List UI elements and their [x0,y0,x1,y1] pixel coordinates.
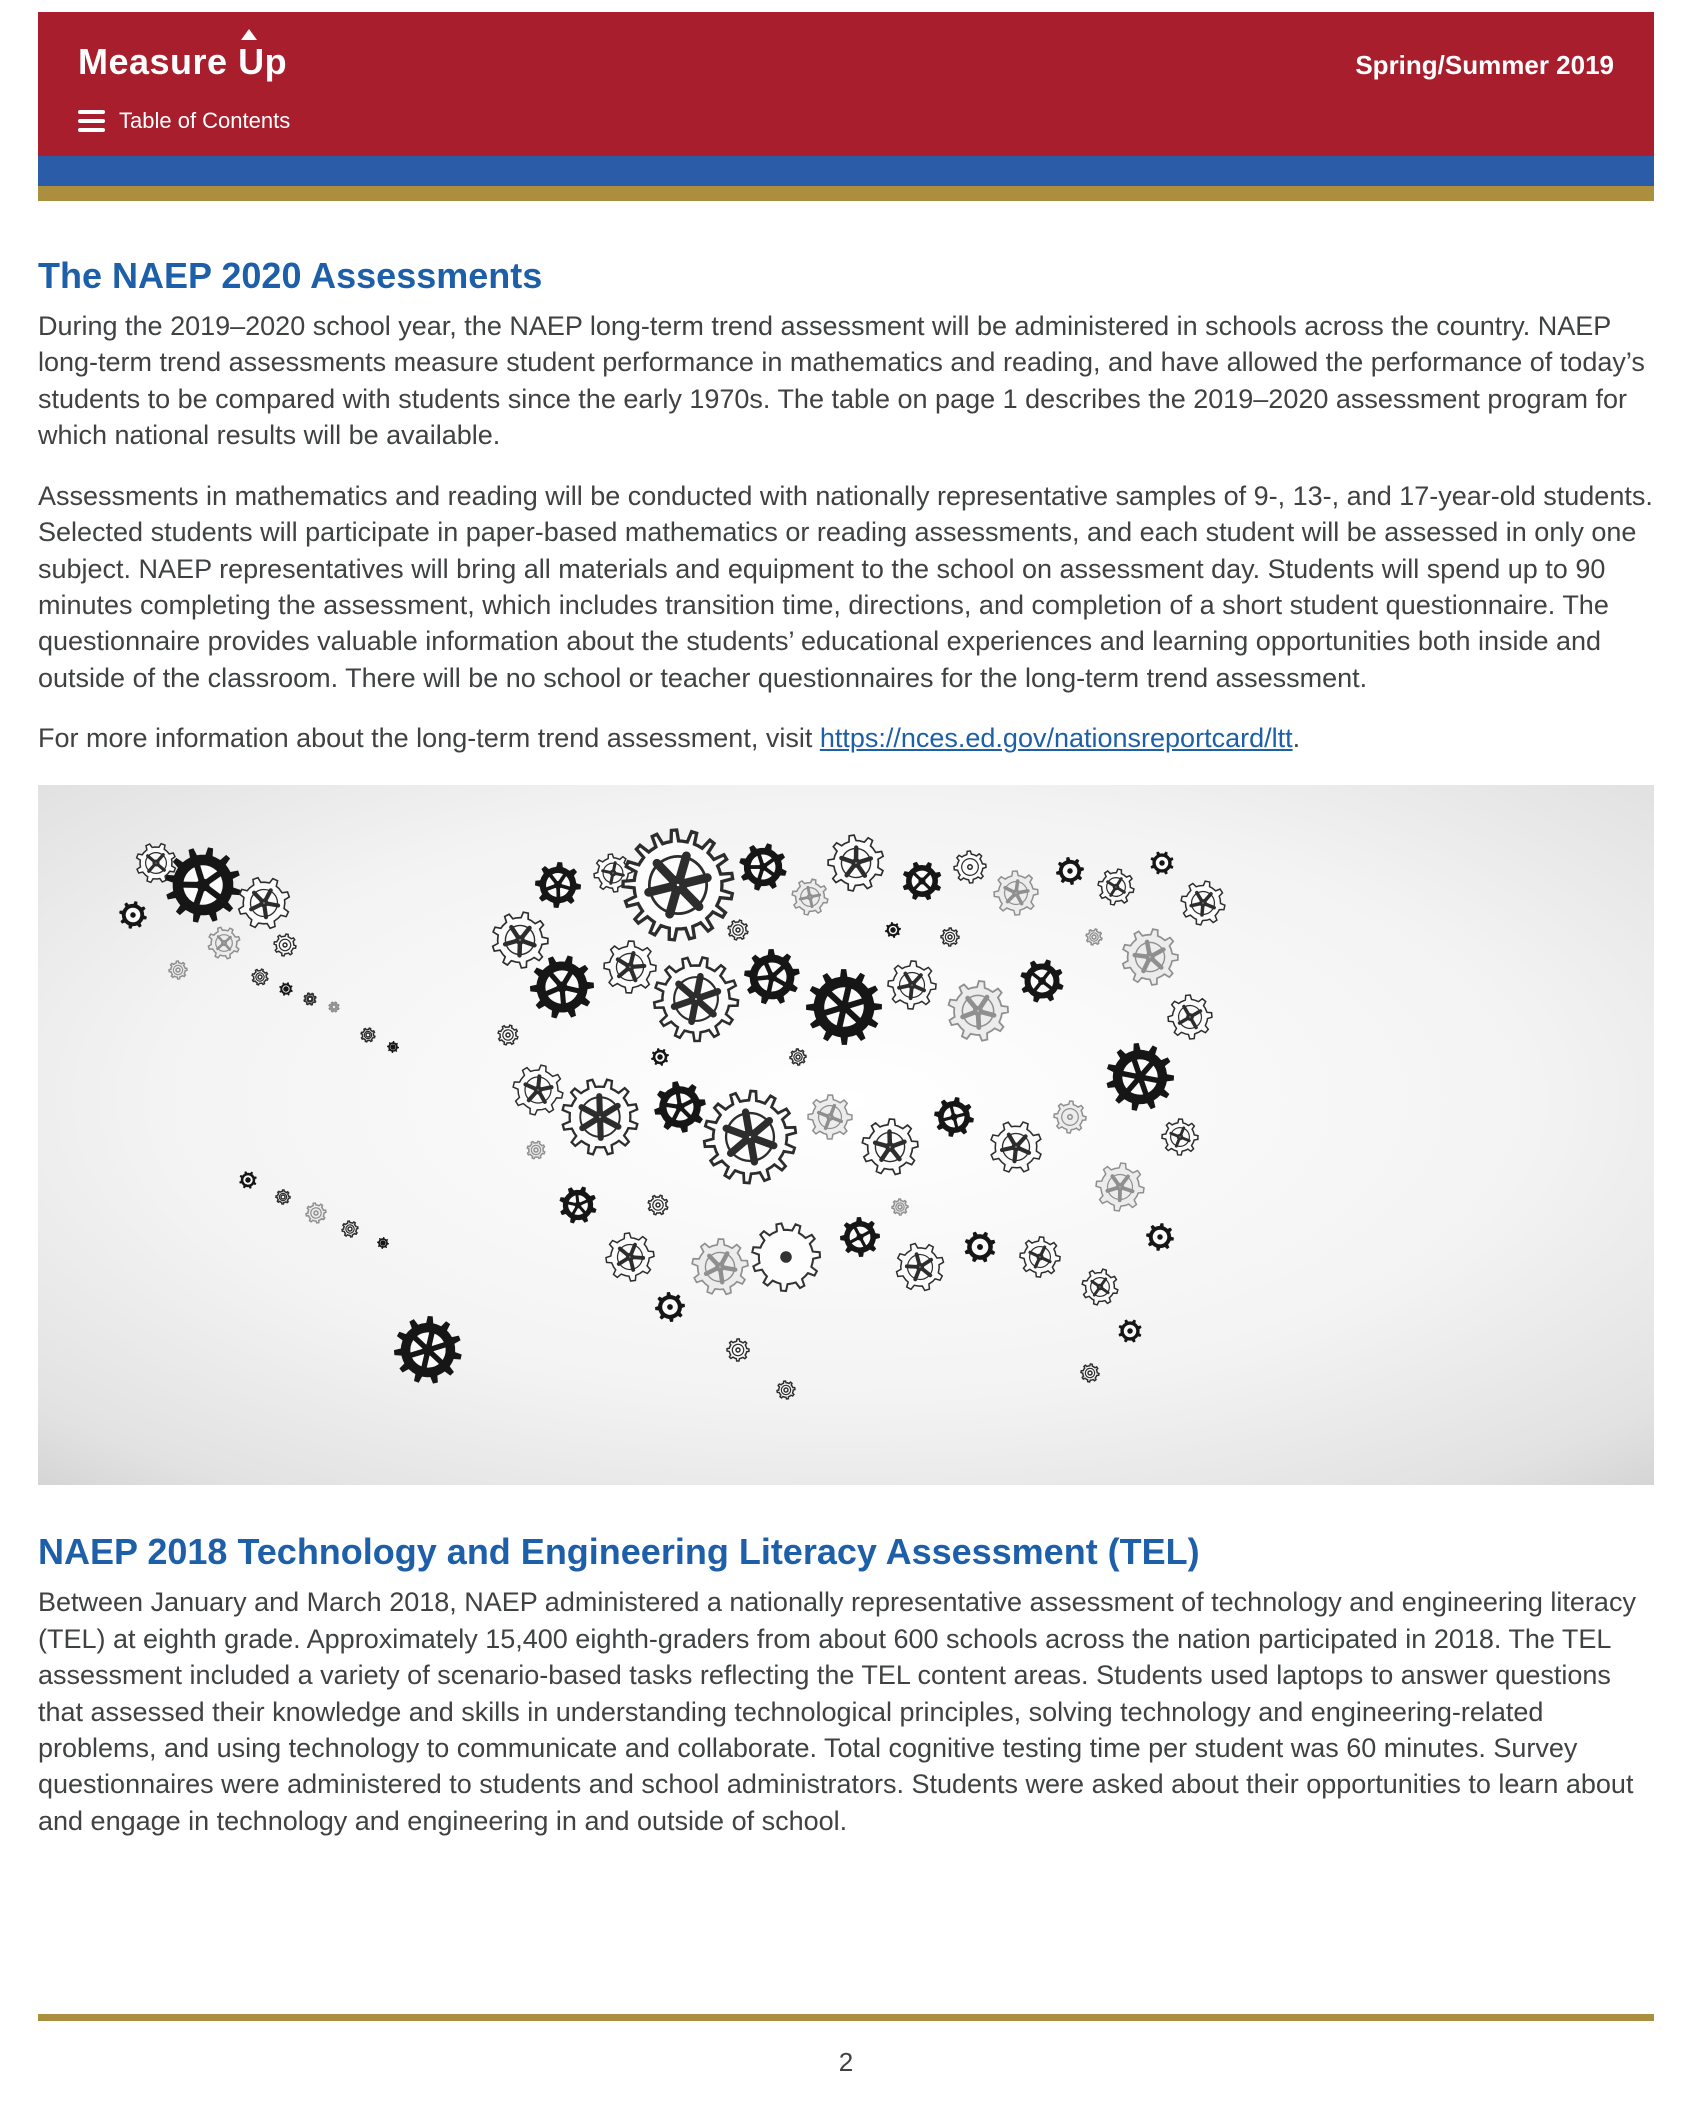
ltt-link[interactable]: https://nces.ed.gov/nationsreportcard/ltt [819,723,1293,754]
brand-logo [78,42,287,82]
issue-date: Spring/Summer 2019 [1355,50,1614,80]
link-paragraph-after: . [1292,723,1301,754]
link-paragraph-before: For more information about the long-term trend assessment, visit [38,723,820,754]
toc-label: Table of Contents [119,107,291,133]
brand-text: Measure Up [78,41,288,82]
page-number: 2 [838,2047,854,2077]
paragraph-ltt-link [38,720,1654,756]
table-of-contents-link[interactable] [78,108,1614,134]
blue-stripe [38,156,1654,186]
usa-gears-svg [38,785,1654,1485]
up-arrow-icon [241,29,257,40]
hamburger-icon [78,110,105,132]
paragraph-tel-overview: Between January and March 2018, NAEP administered a nationally representative assessment of technology and engineering literacy (TEL) at eighth grade. Approximately 15,400 eighth-graders from about 600 schools across the nation participated in 2018. The TEL assessment included a variety of scenario-based tasks reflecting the TEL content areas. Students used laptops to answer questions that assessed their knowledge and skills in understanding technological principles, solving technology and engineering-related problems, and using technology to communicate and collaborate. Total cognitive testing time per student was 60 minutes. Survey questionnaires were administered to students and school administrators. Students were asked about their opportunities to learn about and engage in technology and engineering in and outside of school. [38,1587,1636,1836]
masthead [38,12,1654,156]
page-content [38,201,1654,1864]
heading-naep-2018-tel: NAEP 2018 Technology and Engineering Literacy Assessment (TEL) [38,1530,1200,1572]
gold-stripe [38,186,1654,201]
usa-gears-map-image [38,785,1654,1485]
masthead-top-row [78,42,1614,82]
paragraph-ltt-overview: During the 2019–2020 school year, the NAEP long-term trend assessment will be administered in schools across the country. NAEP long-term trend assessments measure student performance in mathematics and reading, and have allowed the performance of today’s students to be compared with students since the early 1970s. The table on page 1 describes the 2019–2020 assessment program for which national results will be available. [38,310,1645,451]
footer-rule [38,2014,1654,2021]
paragraph-ltt-details: Assessments in mathematics and reading will be conducted with nationally representative samples of 9-, 13-, and 17-year-old students. Selected students will participate in paper-based mathematics or reading assessments, and each student will be assessed in only one subject. NAEP representatives will bring all materials and equipment to the school on assessment day. Students will spend up to 90 minutes completing the assessment, which includes transition time, directions, and completion of a short student questionnaire. The questionnaire provides valuable information about the students’ educational experiences and learning opportunities both inside and outside of the classroom. There will be no school or teacher questionnaires for the long-term trend assessment. [38,480,1653,693]
heading-naep-2020-assessments: The NAEP 2020 Assessments [38,254,543,296]
